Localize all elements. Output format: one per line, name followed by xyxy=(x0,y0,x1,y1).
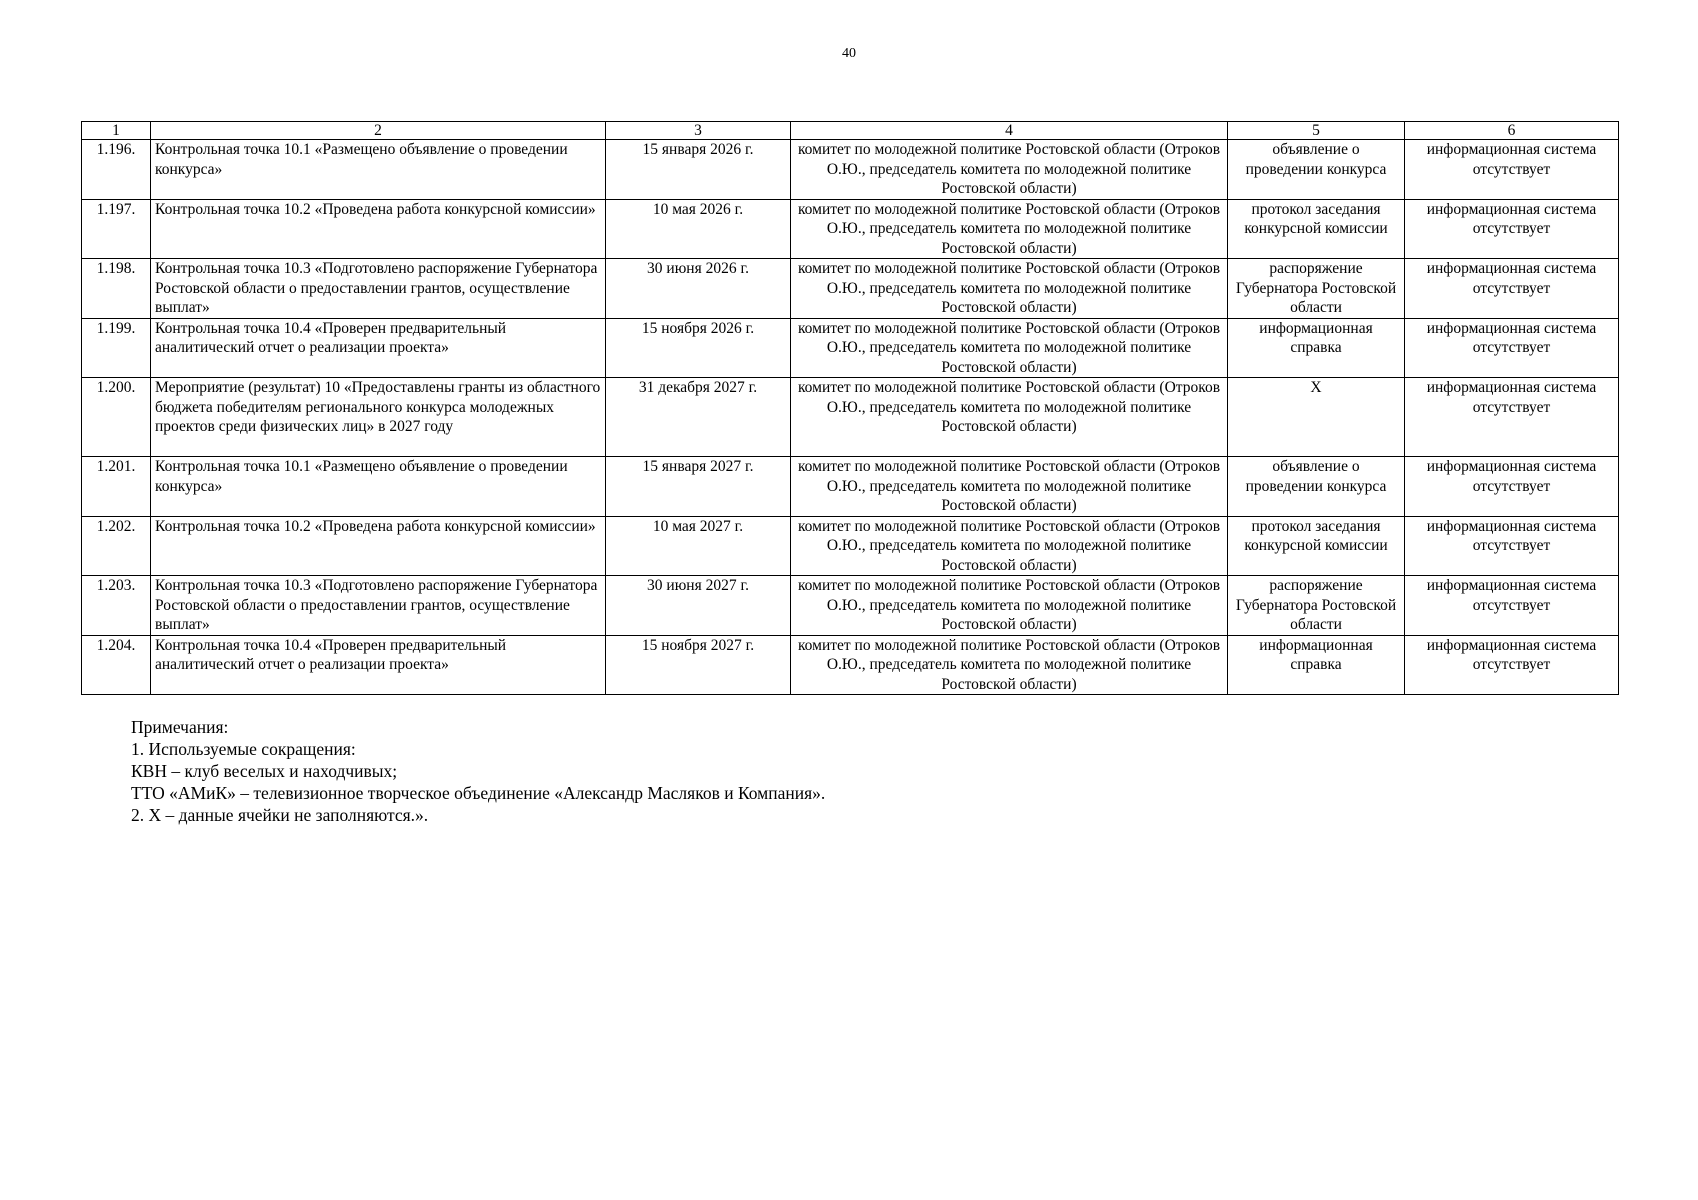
row-responsible: комитет по молодежной политике Ростовской области (Отроков О.Ю., председатель комитета по молодежной политике Ростовской области) xyxy=(791,516,1228,576)
table-row xyxy=(82,199,1619,259)
row-number: 1.202. xyxy=(82,516,151,576)
row-system: информационная система отсутствует xyxy=(1405,199,1619,259)
column-header: 1 xyxy=(82,122,151,140)
notes-title: Примечания: xyxy=(131,717,229,737)
row-document: Х xyxy=(1228,378,1405,457)
row-system: информационная система отсутствует xyxy=(1405,259,1619,319)
table-row xyxy=(82,259,1619,319)
row-responsible: комитет по молодежной политике Ростовской области (Отроков О.Ю., председатель комитета по молодежной политике Ростовской области) xyxy=(791,576,1228,636)
row-date: 15 ноября 2026 г. xyxy=(606,318,791,378)
table-row xyxy=(82,457,1619,517)
row-document: объявление о проведении конкурса xyxy=(1228,140,1405,200)
row-document: распоряжение Губернатора Ростовской области xyxy=(1228,576,1405,636)
row-name: Мероприятие (результат) 10 «Предоставлены гранты из областного бюджета победителям регионального конкурса молодежных проектов среди физических лиц» в 2027 году xyxy=(151,378,606,457)
row-date: 30 июня 2026 г. xyxy=(606,259,791,319)
row-name: Контрольная точка 10.3 «Подготовлено распоряжение Губернатора Ростовской области о предоставлении грантов, осуществление выплат» xyxy=(151,259,606,319)
row-number: 1.201. xyxy=(82,457,151,517)
table-row xyxy=(82,318,1619,378)
notes-section xyxy=(131,716,825,826)
row-name: Контрольная точка 10.2 «Проведена работа конкурсной комиссии» xyxy=(151,516,606,576)
column-header: 2 xyxy=(151,122,606,140)
row-document: информационная справка xyxy=(1228,635,1405,695)
row-system: информационная система отсутствует xyxy=(1405,457,1619,517)
row-number: 1.200. xyxy=(82,378,151,457)
row-responsible: комитет по молодежной политике Ростовской области (Отроков О.Ю., председатель комитета по молодежной политике Ростовской области) xyxy=(791,199,1228,259)
row-responsible: комитет по молодежной политике Ростовской области (Отроков О.Ю., председатель комитета по молодежной политике Ростовской области) xyxy=(791,457,1228,517)
table-header-row xyxy=(82,122,1619,140)
row-document: протокол заседания конкурсной комиссии xyxy=(1228,199,1405,259)
row-system: информационная система отсутствует xyxy=(1405,140,1619,200)
row-document: распоряжение Губернатора Ростовской области xyxy=(1228,259,1405,319)
row-responsible: комитет по молодежной политике Ростовской области (Отроков О.Ю., председатель комитета по молодежной политике Ростовской области) xyxy=(791,318,1228,378)
column-header: 6 xyxy=(1405,122,1619,140)
row-number: 1.203. xyxy=(82,576,151,636)
row-date: 15 ноября 2027 г. xyxy=(606,635,791,695)
page-number: 40 xyxy=(842,46,856,61)
row-number: 1.198. xyxy=(82,259,151,319)
row-date: 31 декабря 2027 г. xyxy=(606,378,791,457)
column-header: 4 xyxy=(791,122,1228,140)
row-system: информационная система отсутствует xyxy=(1405,318,1619,378)
row-responsible: комитет по молодежной политике Ростовской области (Отроков О.Ю., председатель комитета по молодежной политике Ростовской области) xyxy=(791,140,1228,200)
row-name: Контрольная точка 10.1 «Размещено объявление о проведении конкурса» xyxy=(151,140,606,200)
row-number: 1.204. xyxy=(82,635,151,695)
row-date: 15 января 2027 г. xyxy=(606,457,791,517)
row-number: 1.196. xyxy=(82,140,151,200)
row-name: Контрольная точка 10.4 «Проверен предварительный аналитический отчет о реализации проекта» xyxy=(151,635,606,695)
row-date: 10 мая 2026 г. xyxy=(606,199,791,259)
table-row xyxy=(82,378,1619,457)
notes-line: ТТО «АМиК» – телевизионное творческое объединение «Александр Масляков и Компания». xyxy=(131,783,826,803)
row-document: информационная справка xyxy=(1228,318,1405,378)
table-row xyxy=(82,576,1619,636)
row-name: Контрольная точка 10.3 «Подготовлено распоряжение Губернатора Ростовской области о предоставлении грантов, осуществление выплат» xyxy=(151,576,606,636)
row-date: 30 июня 2027 г. xyxy=(606,576,791,636)
row-date: 15 января 2026 г. xyxy=(606,140,791,200)
row-date: 10 мая 2027 г. xyxy=(606,516,791,576)
table-row xyxy=(82,516,1619,576)
row-number: 1.197. xyxy=(82,199,151,259)
row-system: информационная система отсутствует xyxy=(1405,516,1619,576)
row-document: объявление о проведении конкурса xyxy=(1228,457,1405,517)
notes-line: КВН – клуб веселых и находчивых; xyxy=(131,761,398,781)
plan-table xyxy=(81,121,1619,695)
row-document: протокол заседания конкурсной комиссии xyxy=(1228,516,1405,576)
column-header: 3 xyxy=(606,122,791,140)
notes-line: 2. Х – данные ячейки не заполняются.». xyxy=(131,805,429,825)
row-responsible: комитет по молодежной политике Ростовской области (Отроков О.Ю., председатель комитета по молодежной политике Ростовской области) xyxy=(791,259,1228,319)
row-system: информационная система отсутствует xyxy=(1405,576,1619,636)
table-row xyxy=(82,635,1619,695)
row-responsible: комитет по молодежной политике Ростовской области (Отроков О.Ю., председатель комитета по молодежной политике Ростовской области) xyxy=(791,635,1228,695)
table-row xyxy=(82,140,1619,200)
row-name: Контрольная точка 10.1 «Размещено объявление о проведении конкурса» xyxy=(151,457,606,517)
column-header: 5 xyxy=(1228,122,1405,140)
row-number: 1.199. xyxy=(82,318,151,378)
notes-line: 1. Используемые сокращения: xyxy=(131,739,356,759)
row-system: информационная система отсутствует xyxy=(1405,378,1619,457)
row-responsible: комитет по молодежной политике Ростовской области (Отроков О.Ю., председатель комитета по молодежной политике Ростовской области) xyxy=(791,378,1228,457)
row-name: Контрольная точка 10.4 «Проверен предварительный аналитический отчет о реализации проекта» xyxy=(151,318,606,378)
row-name: Контрольная точка 10.2 «Проведена работа конкурсной комиссии» xyxy=(151,199,606,259)
row-system: информационная система отсутствует xyxy=(1405,635,1619,695)
